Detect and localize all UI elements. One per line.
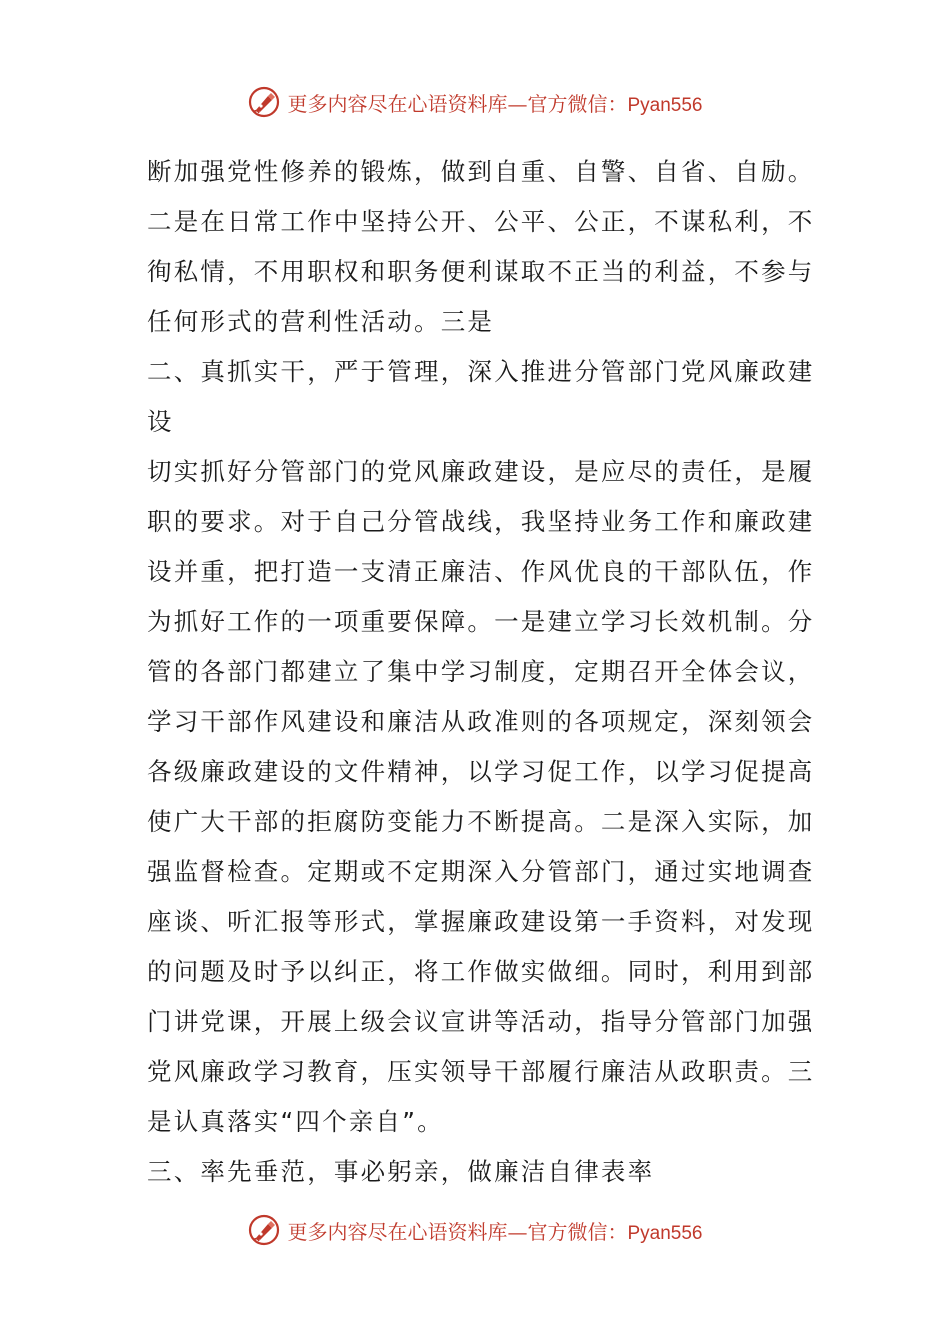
text-line: 徇私情，不用职权和职务便利谋取不正当的利益，不参与 [147, 257, 815, 286]
watermark-text [287, 88, 702, 117]
watermark-label: 更多内容尽在心语资料库—官方微信： [287, 91, 628, 116]
text-line: 管的各部门都建立了集中学习制度，定期召开全体会议， [147, 657, 815, 686]
watermark-text [287, 1216, 702, 1245]
watermark-label: 更多内容尽在心语资料库—官方微信： [287, 1219, 628, 1244]
text-line: 设并重，把打造一支清正廉洁、作风优良的干部队伍，作 [147, 557, 815, 586]
text-line: 职的要求。对于自己分管战线，我坚持业务工作和廉政建 [147, 507, 815, 536]
document-body [147, 147, 815, 1197]
section-heading: 设 [147, 407, 174, 436]
text-line: 座谈、听汇报等形式，掌握廉政建设第一手资料，对发现 [147, 907, 815, 936]
footer-watermark [0, 1208, 950, 1252]
pen-nib-logo-icon [247, 85, 281, 119]
text-line: 党风廉政学习教育，压实领导干部履行廉洁从政职责。三 [147, 1057, 815, 1086]
text-line: 为抓好工作的一项重要保障。一是建立学习长效机制。分 [147, 607, 815, 636]
text-line: 的问题及时予以纠正，将工作做实做细。同时，利用到部 [147, 957, 815, 986]
watermark-wechat-id: Pyan556 [627, 1222, 703, 1244]
text-line: 强监督检查。定期或不定期深入分管部门，通过实地调查 [147, 857, 815, 886]
text-line: 各级廉政建设的文件精神，以学习促工作，以学习促提高 [147, 757, 815, 786]
section-heading: 三、率先垂范，事必躬亲，做廉洁自律表率 [147, 1157, 655, 1186]
text-line: 任何形式的营利性活动。三是 [147, 307, 495, 336]
section-heading: 二、真抓实干，严于管理，深入推进分管部门党风廉政建 [147, 357, 815, 386]
text-line: 是认真落实“四个亲自”。 [147, 1107, 444, 1136]
text-line: 断加强党性修养的锻炼，做到自重、自警、自省、自励。 [147, 157, 815, 186]
text-line: 学习干部作风建设和廉洁从政准则的各项规定，深刻领会 [147, 707, 815, 736]
text-line: 切实抓好分管部门的党风廉政建设，是应尽的责任，是履 [147, 457, 815, 486]
text-line: 二是在日常工作中坚持公开、公平、公正，不谋私利，不 [147, 207, 815, 236]
header-watermark [0, 80, 950, 124]
pen-nib-logo-icon [247, 1213, 281, 1247]
text-line: 使广大干部的拒腐防变能力不断提高。二是深入实际，加 [147, 807, 815, 836]
watermark-wechat-id: Pyan556 [627, 94, 703, 116]
text-line: 门讲党课，开展上级会议宣讲等活动，指导分管部门加强 [147, 1007, 815, 1036]
